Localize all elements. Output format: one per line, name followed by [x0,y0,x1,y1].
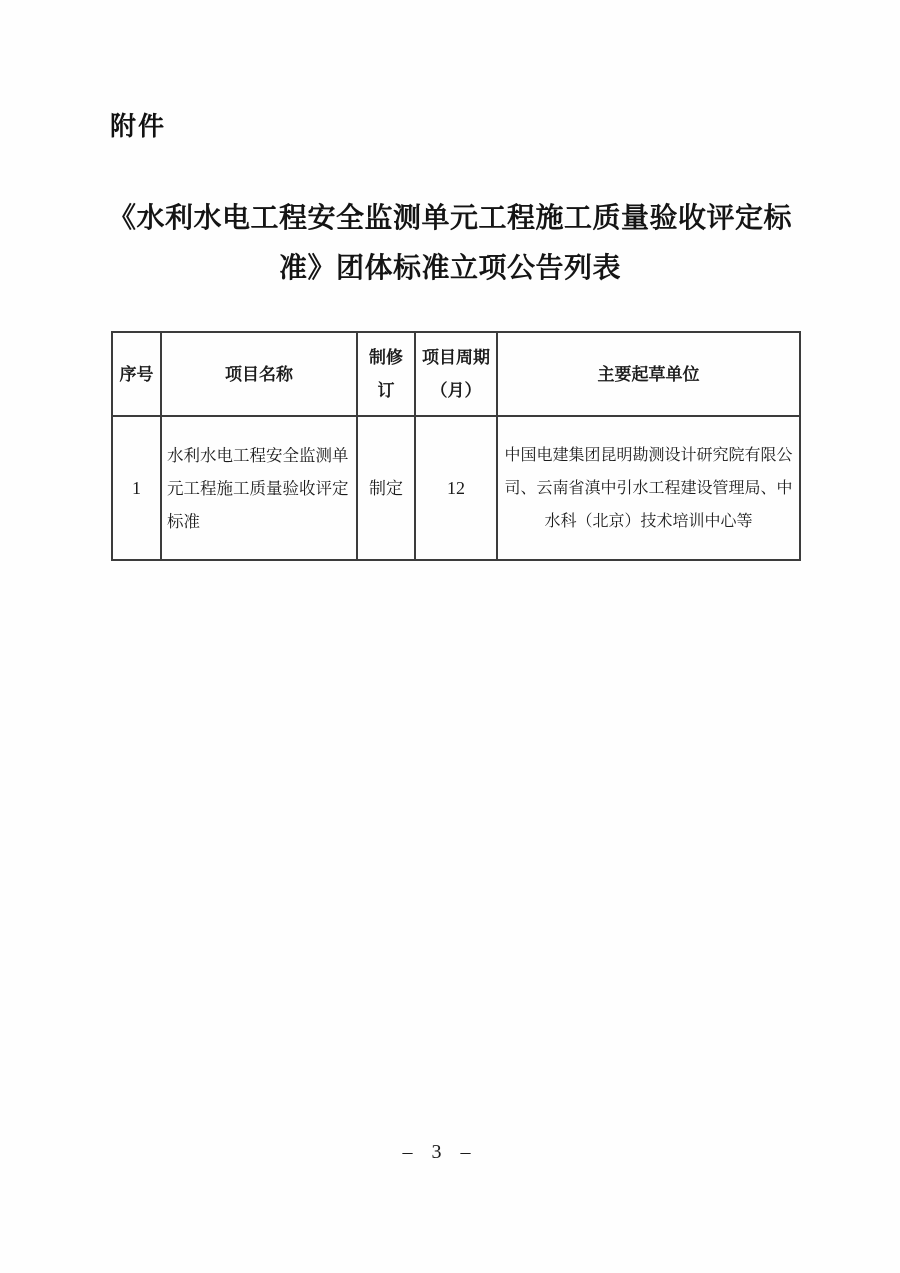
cell-cycle-months: 12 [415,416,497,560]
cell-revision-type: 制定 [357,416,415,560]
title-line-1: 《水利水电工程安全监测单元工程施工质量验收评定标 [107,203,792,234]
table-row [112,416,800,560]
col-header-revision-type: 制修订 [357,332,415,416]
cell-project-name: 水利水电工程安全监测单元工程施工质量验收评定标准 [161,416,357,560]
col-header-cycle-months: 项目周期（月） [415,332,497,416]
attachment-label: 附件 [110,111,167,141]
col-header-drafting-units: 主要起草单位 [497,332,800,416]
col-header-project-name: 项目名称 [161,332,357,416]
table-header-row [112,332,800,416]
standard-project-table [111,331,801,561]
page-number: – 3 – [402,1141,478,1163]
title-line-2: 准》团体标准立项公告列表 [278,253,621,284]
col-header-index: 序号 [112,332,161,416]
document-title [0,194,900,294]
cell-drafting-units: 中国电建集团昆明勘测设计研究院有限公司、云南省滇中引水工程建设管理局、中水科（北京）技术培训中心等 [497,416,800,560]
cell-index: 1 [112,416,161,560]
